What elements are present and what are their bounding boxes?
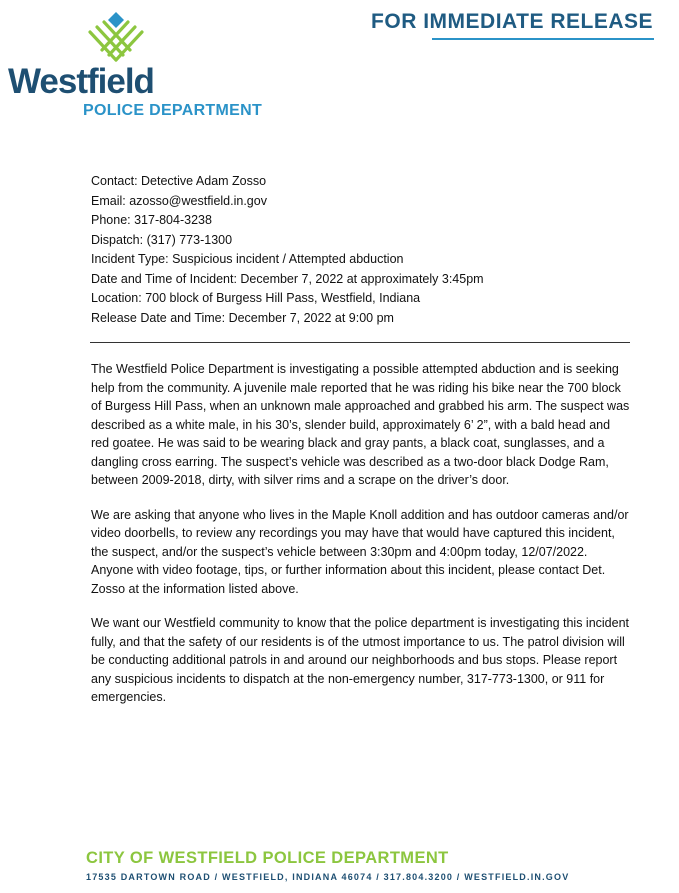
logo-wordmark: Westfield xyxy=(8,62,154,101)
release-label: FOR IMMEDIATE RELEASE xyxy=(371,10,653,33)
contact-phone: Phone: 317-804-3238 xyxy=(91,213,212,227)
contact-dispatch: Dispatch: (317) 773-1300 xyxy=(91,232,233,247)
incident-location: Location: 700 block of Burgess Hill Pass, Westfield, Indiana xyxy=(91,291,421,305)
body-paragraph-3: We want our Westfield community to know that the police department is investigating this incident fully, and that the safety of our residents is of the utmost importance to us. The patrol division will be conducting additional patrols in and around our neighborhoods and bus stops. Please report any suspicious incidents to dispatch at the non-emergency number, 317-773-1300, or 911 for emergencies. xyxy=(91,616,630,704)
contact-name: Contact: Detective Adam Zosso xyxy=(91,174,267,188)
body-paragraph-1: The Westfield Police Department is investigating a possible attempted abduction and is seeking help from the community. A juvenile male reported that he was riding his bike near the 700 block of Burgess Hill Pass, when an unknown male approached and grabbed his arm. The suspect was described as a white male, in his 30’s, slender build, approximately 6’ 2”, with a bald head and red goatee. He was said to be wearing black and gray pants, a black coat, sunglasses, and a dangling cross earring. The suspect’s vehicle was described as a two-door black Dodge Ram, between 2009-2018, dirty, with silver rims and a scrape on the driver’s door. xyxy=(91,362,630,487)
department-logo xyxy=(8,8,263,123)
incident-type: Incident Type: Suspicious incident / Attempted abduction xyxy=(91,252,404,266)
contact-block xyxy=(91,172,484,328)
body-paragraph-2: We are asking that anyone who lives in the Maple Knoll addition and has outdoor cameras and/or video doorbells, to review any recordings you may have that would have captured this incident, the suspect, and/or the suspect’s vehicle between 3:30pm and 4:00pm today, 12/07/2022. Anyone with video footage, tips, or further information about this incident, please contact Det. Zosso at the information listed above. xyxy=(91,507,629,596)
release-underline xyxy=(432,38,654,40)
release-datetime: Release Date and Time: December 7, 2022 at 9:00 pm xyxy=(91,310,394,325)
logo-subtitle: POLICE DEPARTMENT xyxy=(83,102,263,119)
section-divider xyxy=(90,342,630,343)
footer-address: 17535 DARTOWN ROAD / WESTFIELD, INDIANA 46074 / 317.804.3200 / WESTFIELD.IN.GOV xyxy=(86,872,570,882)
footer-title: CITY OF WESTFIELD POLICE DEPARTMENT xyxy=(86,849,449,867)
release-body xyxy=(91,360,631,723)
westfield-logo-icon xyxy=(86,10,146,66)
contact-email: Email: azosso@westfield.in.gov xyxy=(91,193,267,208)
incident-datetime: Date and Time of Incident: December 7, 2022 at approximately 3:45pm xyxy=(91,271,484,286)
